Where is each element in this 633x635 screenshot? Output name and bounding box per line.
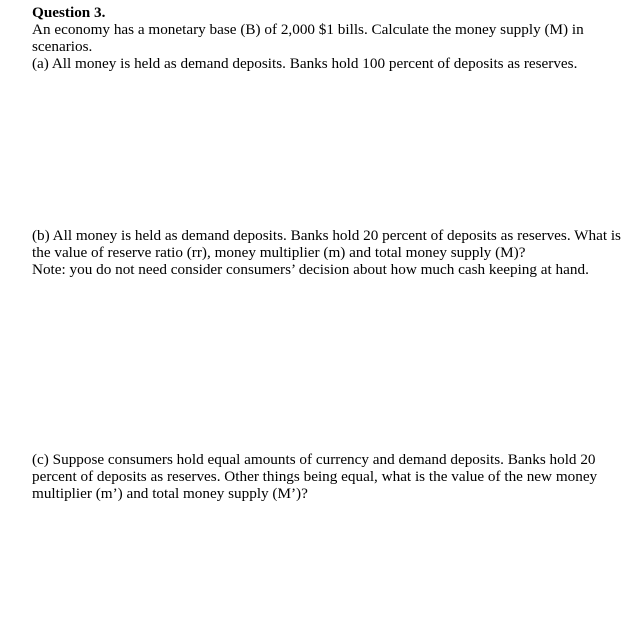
part-c-text: (c) Suppose consumers hold equal amounts of currency and demand deposits. Banks hold 20 percent of deposits as reserves. Other things being equal, what is the value of the new money multiplier (m’) and total money supply (M’)? [32,451,598,502]
question-title: Question 3. [32,4,106,21]
part-b-note: Note: you do not need consider consumers’ decision about how much cash keeping at hand. [32,261,589,278]
part-b-text: (b) All money is held as demand deposits. Banks hold 20 percent of deposits as reserves. What is the value of reserve ratio (rr), money multiplier (m) and total money supply (M)? [32,227,621,261]
question-intro: An economy has a monetary base (B) of 2,000 $1 bills. Calculate the money supply (M) in scenarios. [32,21,584,55]
part-a-text: (a) All money is held as demand deposits. Banks hold 100 percent of deposits as reserves. [32,55,578,72]
